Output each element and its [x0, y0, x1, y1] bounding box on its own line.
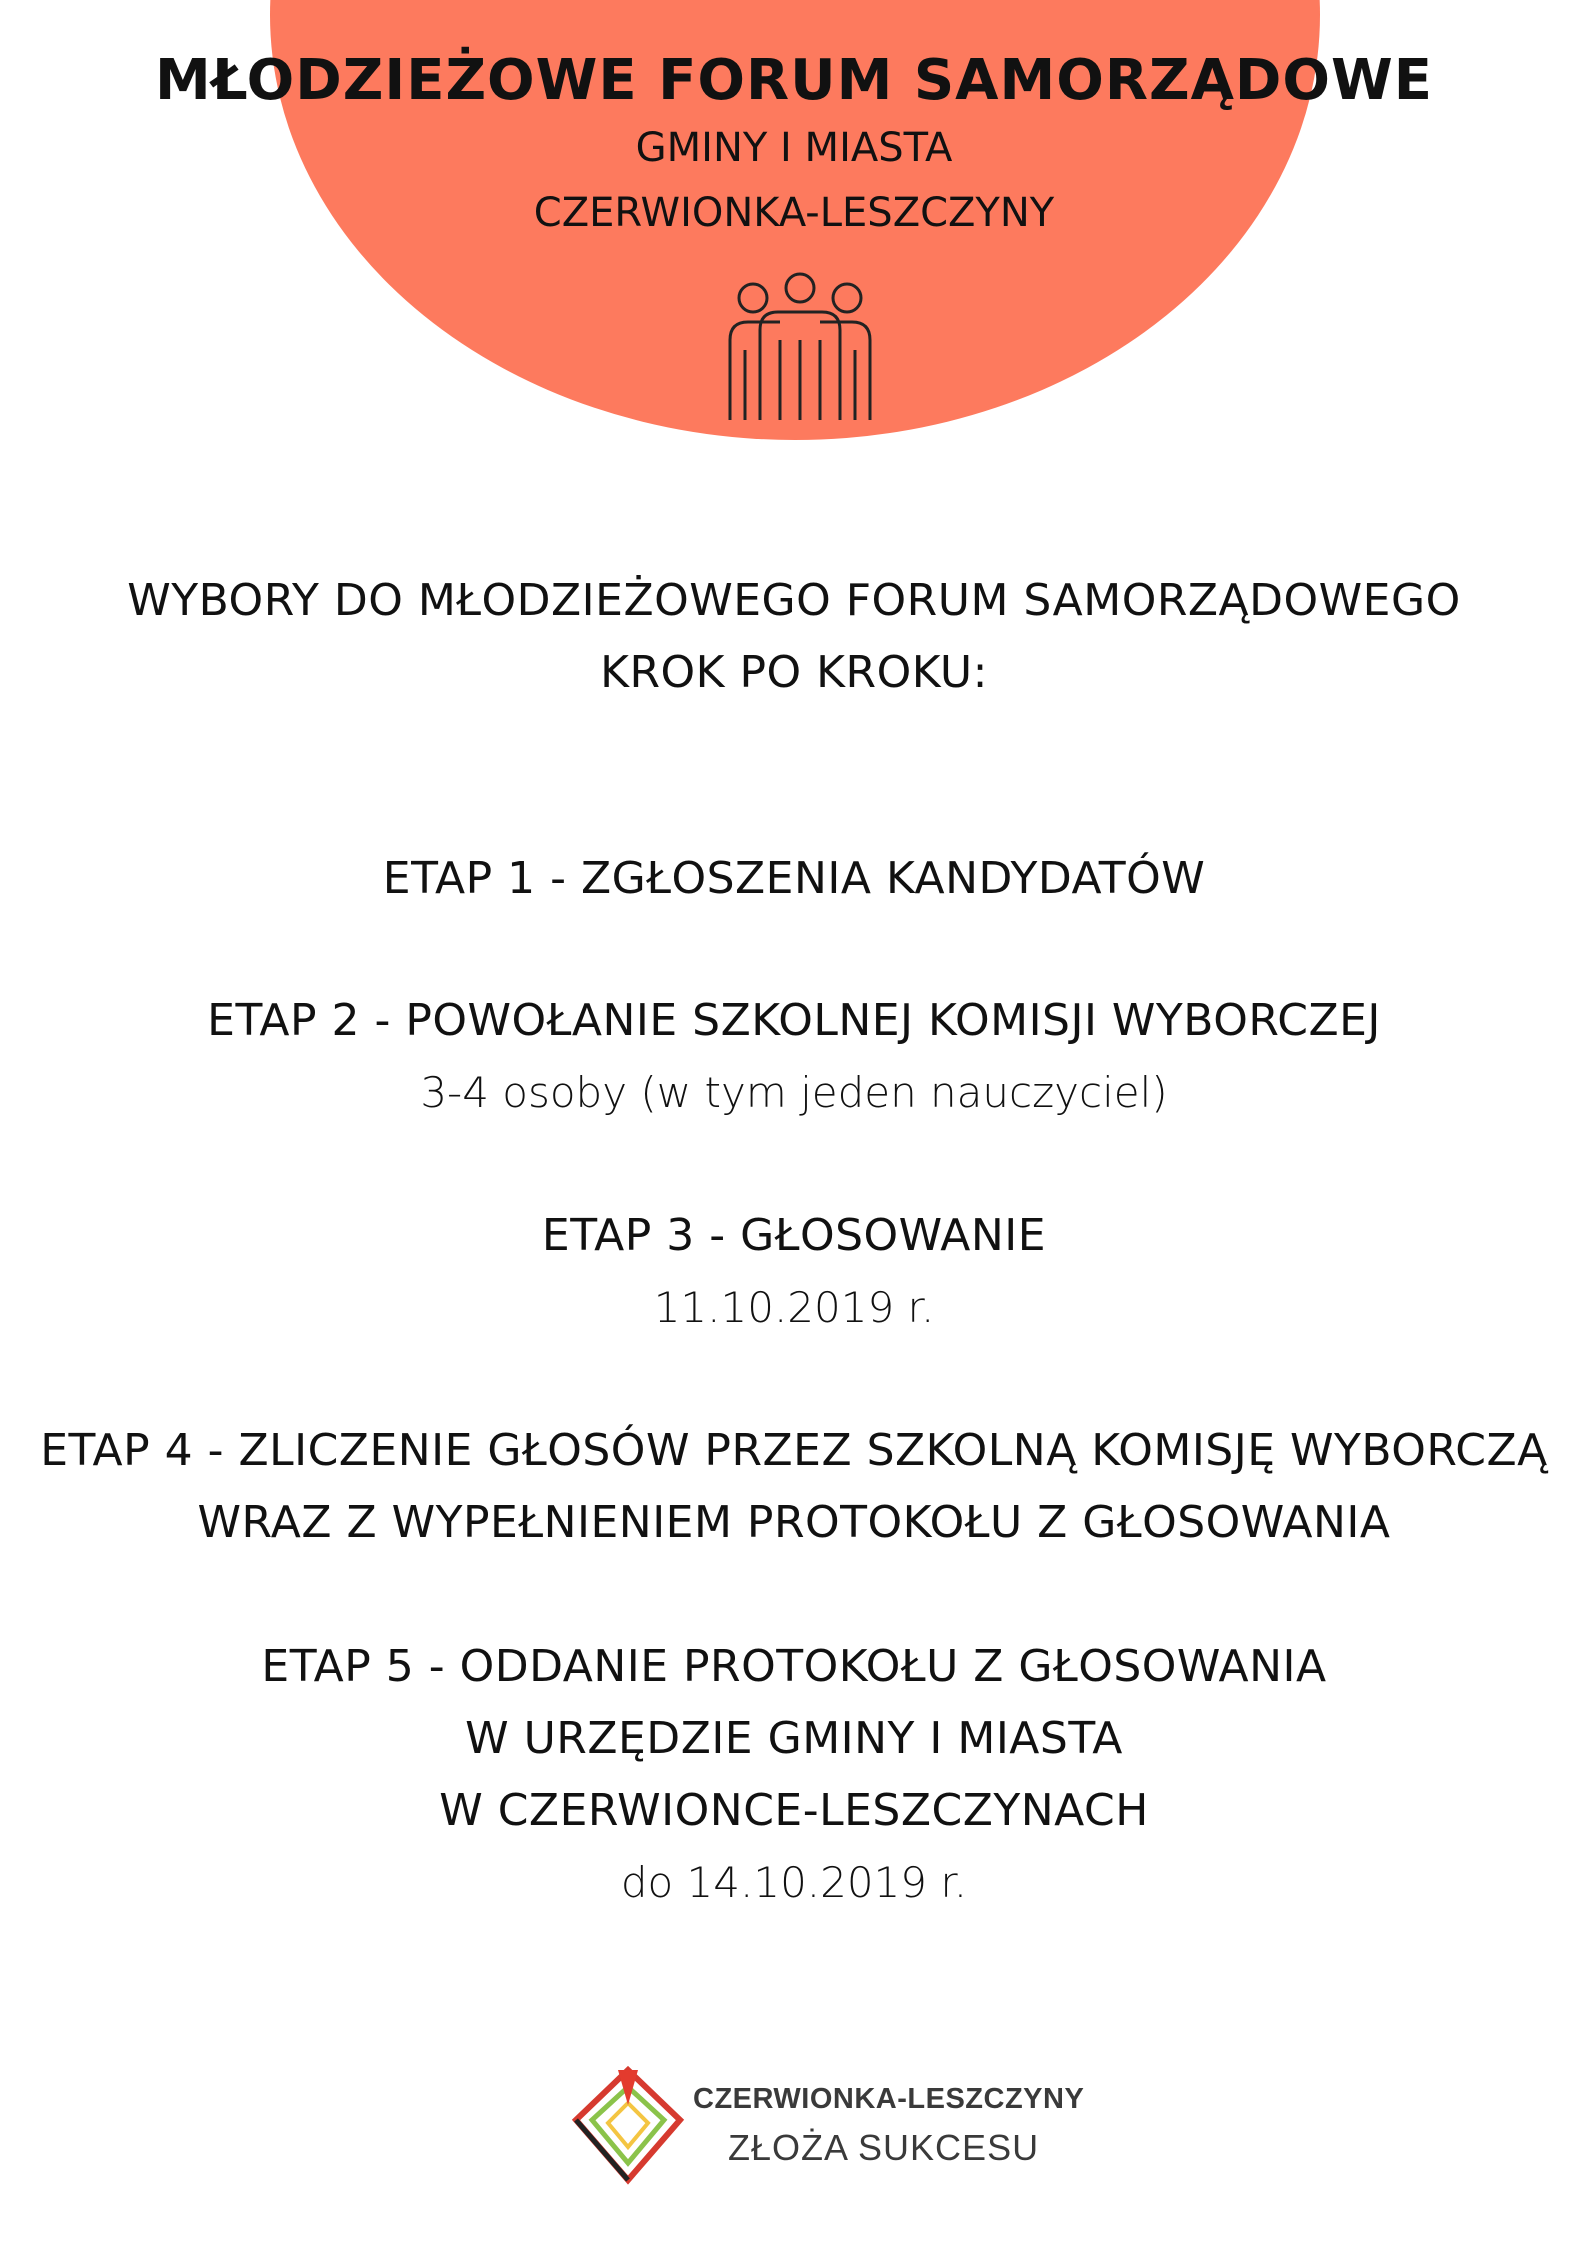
intro-line2: KROK PO KROKU: [600, 647, 988, 698]
stage-5-title-line2: W URZĘDZIE GMINY I MIASTA [465, 1713, 1123, 1764]
people-group-icon [720, 270, 880, 420]
logo-line2: ZŁOŻA SUKCESU [728, 2127, 1040, 2168]
city-logo [568, 2065, 1088, 2195]
stage-2-title: ETAP 2 - POWOŁANIE SZKOLNEJ KOMISJI WYBORCZEJ [207, 995, 1381, 1046]
stage-5-title-line3: W CZERWIONCE-LESZCZYNACH [439, 1785, 1149, 1836]
logo-line1: CZERWIONKA-LESZCZYNY [693, 2083, 1085, 2115]
stage-2-detail: 3-4 osoby (w tym jeden nauczyciel) [420, 1068, 1168, 1117]
forum-title: MŁODZIEŻOWE FORUM SAMORZĄDOWE [154, 48, 1434, 113]
intro-heading [0, 565, 1588, 709]
stage-3-title: ETAP 3 - GŁOSOWANIE [541, 1210, 1047, 1261]
stage-5-title-line1: ETAP 5 - ODDANIE PROTOKOŁU Z GŁOSOWANIA [261, 1641, 1327, 1692]
stage-4-title-line1: ETAP 4 - ZLICZENIE GŁOSÓW PRZEZ SZKOLNĄ KOMISJĘ WYBORCZĄ [40, 1425, 1548, 1476]
stage-4-title-line2: WRAZ Z WYPEŁNIENIEM PROTOKOŁU Z GŁOSOWANIA [197, 1497, 1391, 1548]
diamond-logo-icon [568, 2065, 688, 2185]
stage-2 [0, 985, 1588, 1129]
stage-1-title: ETAP 1 - ZGŁOSZENIA KANDYDATÓW [382, 853, 1206, 904]
stage-3 [0, 1200, 1588, 1344]
stage-3-detail: 11.10.2019 r. [653, 1283, 935, 1332]
forum-subtitle-line2: CZERWIONKA-LESZCZYNY [533, 190, 1055, 236]
forum-subtitle-line1: GMINY I MIASTA [635, 125, 953, 171]
stage-4 [0, 1415, 1588, 1559]
stage-5 [0, 1631, 1588, 1919]
stage-5-detail: do 14.10.2019 r. [620, 1858, 968, 1907]
stage-1 [0, 843, 1588, 915]
intro-line1: WYBORY DO MŁODZIEŻOWEGO FORUM SAMORZĄDOWEGO [127, 575, 1461, 626]
